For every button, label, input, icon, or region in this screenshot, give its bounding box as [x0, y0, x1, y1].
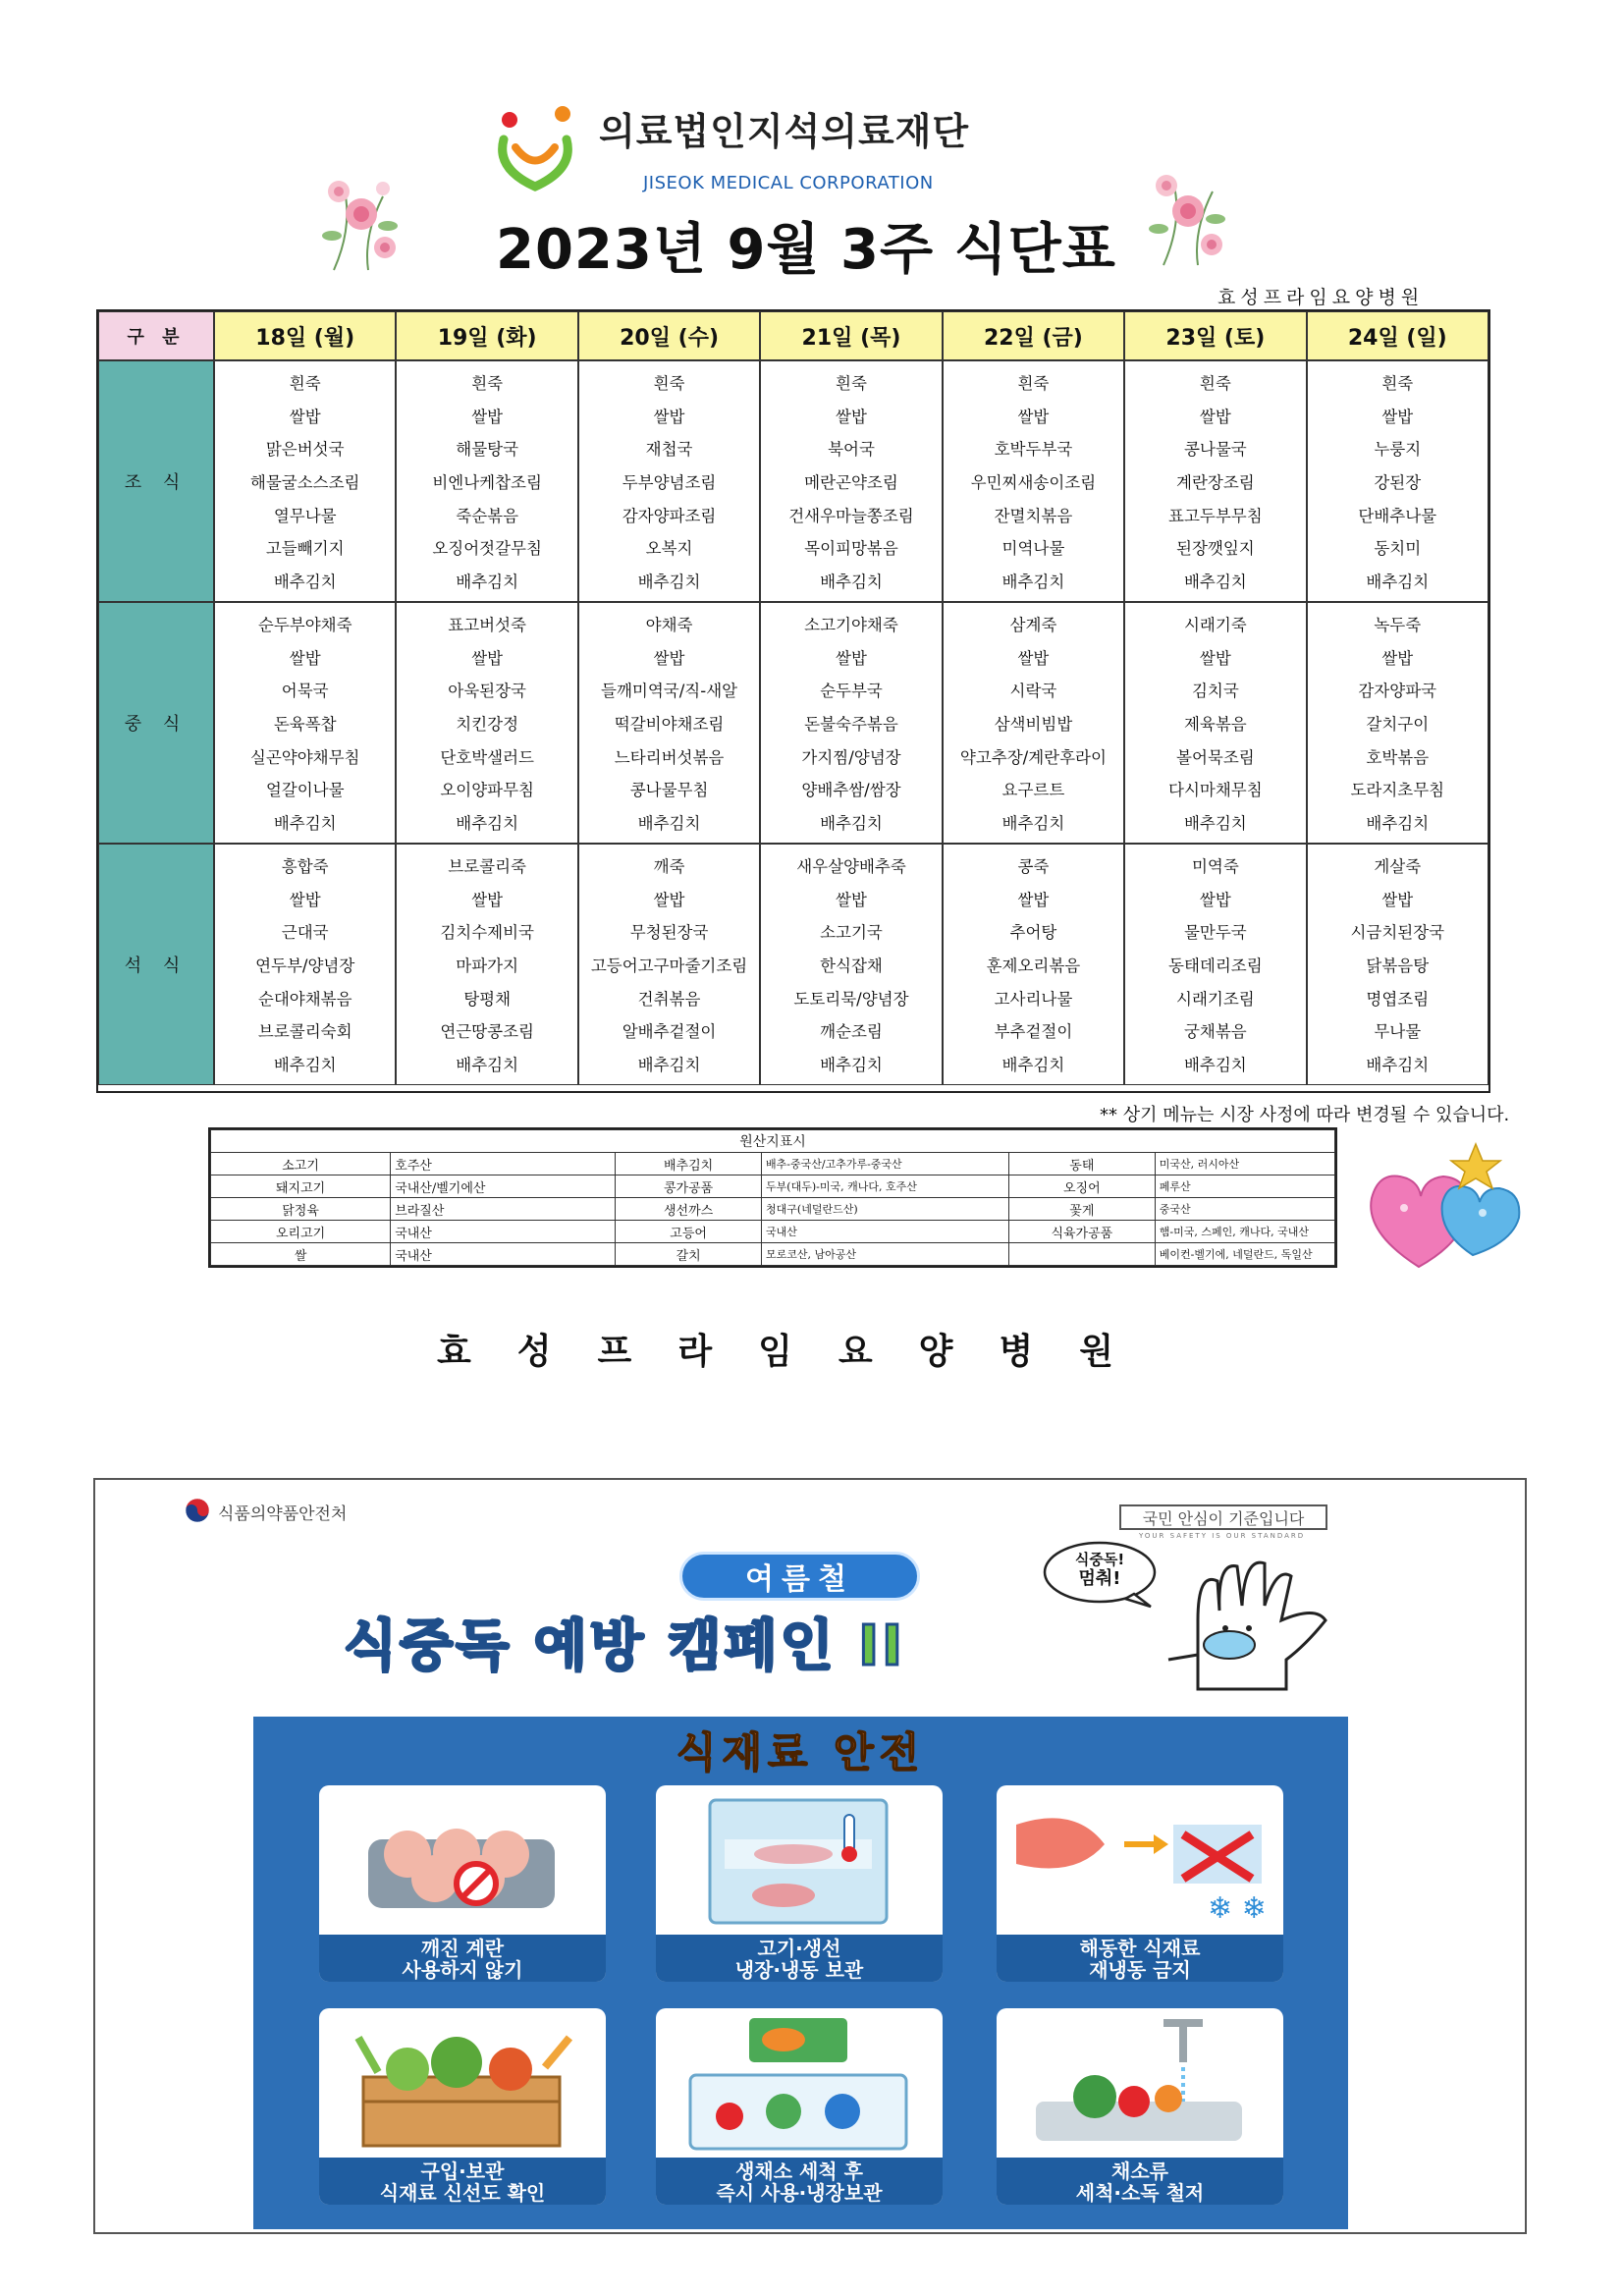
org-name-korean: 의료법인지석의료재단	[599, 110, 970, 153]
menu-cell	[214, 602, 396, 844]
origin-item: 소고기	[211, 1153, 391, 1175]
menu-cell	[1307, 602, 1488, 844]
menu-cell	[1307, 844, 1488, 1085]
origin-source: 국내산/벨기에산	[391, 1175, 616, 1198]
day-header: 21일 (목)	[760, 311, 942, 360]
menu-item: 잔멸치볶음	[994, 506, 1073, 525]
menu-item: 쌀밥	[289, 890, 321, 909]
menu-item: 마파가지	[456, 956, 519, 975]
menu-cell	[578, 844, 760, 1085]
origin-row	[211, 1243, 1335, 1266]
menu-item: 흰죽	[289, 373, 321, 393]
menu-item: 다시마채무침	[1168, 781, 1263, 800]
card-caption-line: 채소류	[1111, 2159, 1168, 2183]
card-caption-line: 냉장·냉동 보관	[734, 1958, 864, 1982]
menu-cell	[760, 360, 942, 602]
menu-item: 쌀밥	[471, 890, 504, 909]
menu-item: 쌀밥	[1017, 890, 1050, 909]
flower-decoration-icon	[314, 167, 407, 275]
panel-section-title: 식재료 안전	[676, 1728, 926, 1777]
glove-mascot-icon	[1159, 1552, 1345, 1699]
campaign-title: 식중독 예방 캠페인 II	[344, 1614, 905, 1678]
menu-item: 맑은버섯국	[265, 440, 345, 460]
menu-item: 쌀밥	[1381, 648, 1414, 668]
menu-item: 실곤약야채무침	[249, 747, 360, 767]
menu-cell	[396, 360, 577, 602]
svg-text:❄ ❄: ❄ ❄	[1208, 1891, 1267, 1926]
menu-item: 볼어묵조림	[1176, 747, 1255, 767]
menu-item: 깨죽	[653, 856, 685, 876]
menu-item: 해물탕국	[456, 440, 519, 460]
menu-item: 알배추겉절이	[622, 1022, 717, 1042]
season-badge: 여름철	[679, 1552, 920, 1601]
menu-item: 궁채볶음	[1183, 1022, 1247, 1042]
origin-source: 베이컨-벨기에, 네덜란드, 독일산	[1155, 1243, 1334, 1266]
menu-cell	[1124, 602, 1306, 844]
menu-item: 느타리버섯볶음	[614, 747, 725, 767]
menu-item: 탕평채	[463, 989, 512, 1009]
menu-item: 순두부국	[820, 682, 883, 701]
menu-item: 해물굴소스조림	[249, 472, 360, 492]
menu-item: 쌀밥	[653, 890, 685, 909]
origin-row	[211, 1153, 1335, 1175]
menu-item: 쌀밥	[289, 648, 321, 668]
menu-item: 배추김치	[1366, 573, 1430, 592]
menu-cell	[1307, 360, 1488, 602]
menu-item: 쌀밥	[1017, 648, 1050, 668]
menu-item: 목이피망볶음	[804, 539, 898, 559]
menu-item: 흰죽	[1199, 373, 1231, 393]
origin-item: 오징어	[1008, 1175, 1155, 1198]
menu-item: 건새우마늘쫑조림	[788, 506, 914, 525]
origin-item: 동태	[1008, 1153, 1155, 1175]
card-caption-line: 식재료 신선도 확인	[379, 2181, 546, 2205]
menu-item: 미역나물	[1001, 539, 1065, 559]
menu-item: 깨순조림	[820, 1022, 883, 1042]
menu-item: 고들빼기지	[265, 539, 345, 559]
meal-label: 석 식	[98, 844, 214, 1085]
menu-item: 동태데리조림	[1168, 956, 1263, 975]
menu-item: 배추김치	[820, 814, 883, 834]
origin-table	[208, 1127, 1337, 1268]
card-caption-line: 고기·생선	[757, 1937, 841, 1960]
menu-item: 떡갈비야채조림	[614, 714, 725, 734]
card-caption-line: 생채소 세척 후	[735, 2159, 863, 2183]
menu-item: 배추김치	[273, 814, 337, 834]
origin-item	[1008, 1243, 1155, 1266]
menu-item: 배추김치	[1001, 1056, 1065, 1075]
menu-item: 순대야채볶음	[257, 989, 352, 1009]
food-safety-card	[656, 1785, 943, 1982]
menu-item: 훈제오리볶음	[986, 956, 1081, 975]
origin-source: 페루산	[1155, 1175, 1334, 1198]
origin-source: 중국산	[1155, 1198, 1334, 1221]
menu-item: 무청된장국	[629, 923, 709, 943]
menu-cell	[943, 844, 1124, 1085]
menu-item: 배추김치	[456, 814, 519, 834]
menu-item: 쌀밥	[1199, 648, 1231, 668]
menu-item: 배추김치	[273, 573, 337, 592]
menu-cell	[943, 360, 1124, 602]
card-caption	[997, 1935, 1283, 1982]
menu-item: 단배추나물	[1358, 506, 1437, 525]
origin-item: 식육가공품	[1008, 1221, 1155, 1243]
food-safety-card	[319, 1785, 606, 1982]
menu-cell	[578, 602, 760, 844]
day-header: 23일 (토)	[1124, 311, 1306, 360]
menu-item: 배추김치	[1366, 1056, 1430, 1075]
menu-item: 녹두죽	[1374, 615, 1422, 634]
menu-item: 닭볶음탕	[1366, 956, 1430, 975]
card-caption-line: 세척·소독 철저	[1075, 2181, 1205, 2205]
menu-item: 한식잡채	[820, 956, 883, 975]
origin-item: 콩가공품	[616, 1175, 762, 1198]
menu-change-note: ** 상기 메뉴는 시장 사정에 따라 변경될 수 있습니다.	[1100, 1105, 1510, 1125]
menu-item: 도라지초무침	[1350, 781, 1445, 800]
menu-item: 호박두부국	[994, 440, 1073, 460]
menu-item: 쌀밥	[653, 407, 685, 426]
menu-item: 쌀밥	[653, 648, 685, 668]
menu-item: 브로콜리숙회	[257, 1022, 352, 1042]
menu-item: 돈불숙주볶음	[804, 714, 898, 734]
menu-item: 미역죽	[1191, 856, 1239, 876]
menu-item: 쌀밥	[471, 407, 504, 426]
card-caption	[997, 2158, 1283, 2205]
card-caption	[656, 2158, 943, 2205]
origin-table-title: 원산지표시	[211, 1130, 1335, 1153]
speech-bubble	[1041, 1540, 1159, 1609]
menu-item: 감자양파조림	[622, 506, 717, 525]
menu-item: 감자양파국	[1358, 682, 1437, 701]
menu-item: 치킨강정	[456, 714, 519, 734]
menu-item: 소고기국	[820, 923, 883, 943]
origin-source: 햄-미국, 스페인, 캐나다, 국내산	[1155, 1221, 1334, 1243]
menu-item: 메란곤약조림	[804, 472, 898, 492]
menu-item: 배추김치	[273, 1056, 337, 1075]
origin-item: 꽃게	[1008, 1198, 1155, 1221]
menu-item: 시락국	[1009, 682, 1057, 701]
menu-item: 흰죽	[836, 373, 867, 393]
menu-item: 무나물	[1374, 1022, 1422, 1042]
menu-title: 2023년 9월 3주 식단표	[496, 218, 1116, 282]
menu-item: 김치국	[1191, 682, 1239, 701]
menu-item: 건취볶음	[637, 989, 701, 1009]
menu-item: 야채죽	[645, 615, 693, 634]
menu-item: 누룽지	[1374, 440, 1422, 460]
hearts-decoration-icon	[1360, 1139, 1532, 1277]
menu-item: 브로콜리죽	[448, 856, 526, 876]
menu-item: 흥합죽	[281, 856, 329, 876]
menu-item: 배추김치	[1001, 573, 1065, 592]
menu-item: 요구르트	[1001, 781, 1065, 800]
menu-item: 삼계죽	[1009, 615, 1057, 634]
hospital-name-footer: 효성프라임요양병원	[437, 1332, 1160, 1372]
menu-item: 오복지	[645, 539, 693, 559]
menu-item: 새우살양배추죽	[796, 856, 906, 876]
origin-source: 브라질산	[391, 1198, 616, 1221]
menu-item: 오징어젓갈무침	[432, 539, 542, 559]
menu-item: 시래기죽	[1183, 615, 1247, 634]
meal-label: 조 식	[98, 360, 214, 602]
menu-item: 죽순볶음	[456, 506, 519, 525]
menu-item: 들깨미역국/직-새알	[601, 682, 738, 701]
day-header: 24일 (일)	[1307, 311, 1488, 360]
card-caption-line: 사용하지 않기	[402, 1958, 523, 1982]
menu-item: 계란장조림	[1176, 472, 1255, 492]
origin-source: 미국산, 러시아산	[1155, 1153, 1334, 1175]
menu-item: 흰죽	[653, 373, 685, 393]
menu-item: 오이양파무침	[440, 781, 534, 800]
origin-item: 쌀	[211, 1243, 391, 1266]
menu-item: 표고버섯죽	[448, 615, 526, 634]
menu-cell	[214, 844, 396, 1085]
hospital-name-small: 효성프라임요양병원	[1217, 287, 1425, 308]
menu-item: 얼갈이나물	[265, 781, 345, 800]
food-safety-card	[656, 2008, 943, 2205]
origin-source: 국내산	[391, 1221, 616, 1243]
menu-item: 배추김치	[637, 814, 701, 834]
agency-slogan-english: YOUR SAFETY IS OUR STANDARD	[1139, 1532, 1306, 1540]
flower-decoration-icon	[1139, 162, 1232, 270]
menu-item: 고사리나물	[994, 989, 1073, 1009]
menu-item: 근대국	[281, 923, 329, 943]
table-corner-label: 구 분	[98, 311, 214, 360]
menu-item: 시래기조림	[1176, 989, 1255, 1009]
meal-label: 중 식	[98, 602, 214, 844]
menu-item: 쌀밥	[836, 890, 867, 909]
origin-source: 배추-중국산/고추가루-중국산	[762, 1153, 1009, 1175]
menu-item: 어묵국	[281, 682, 329, 701]
menu-item: 쌀밥	[836, 648, 867, 668]
menu-item: 콩죽	[1017, 856, 1050, 876]
menu-item: 게살죽	[1374, 856, 1422, 876]
menu-item: 연근땅콩조림	[440, 1022, 534, 1042]
menu-item: 약고추장/계란후라이	[959, 747, 1107, 767]
day-header: 20일 (수)	[578, 311, 760, 360]
menu-cell	[396, 844, 577, 1085]
menu-item: 가지찜/양념장	[801, 747, 901, 767]
menu-cell	[943, 602, 1124, 844]
menu-item: 두부양념조림	[622, 472, 717, 492]
menu-item: 부추겉절이	[994, 1022, 1073, 1042]
menu-item: 강된장	[1374, 472, 1422, 492]
origin-source: 모로코산, 남아공산	[762, 1243, 1009, 1266]
card-caption-line: 즉시 사용·냉장보관	[716, 2181, 883, 2205]
card-caption	[319, 1935, 606, 1982]
menu-item: 소고기야채죽	[804, 615, 898, 634]
food-safety-card	[997, 1785, 1283, 1982]
menu-item: 흰죽	[1017, 373, 1050, 393]
card-caption-line: 구입·보관	[420, 2159, 505, 2183]
day-header: 18일 (월)	[214, 311, 396, 360]
weekly-menu-table	[96, 309, 1490, 1093]
bubble-line-2: 멈춰!	[1078, 1568, 1121, 1589]
origin-source: 국내산	[762, 1221, 1009, 1243]
menu-item: 표고두부무침	[1168, 506, 1263, 525]
menu-item: 배추김치	[820, 1056, 883, 1075]
menu-item: 배추김치	[637, 573, 701, 592]
origin-source: 청대구(네덜란드산)	[762, 1198, 1009, 1221]
menu-item: 물만두국	[1183, 923, 1247, 943]
menu-item: 시금치된장국	[1350, 923, 1445, 943]
card-caption	[656, 1935, 943, 1982]
menu-item: 콩나물국	[1183, 440, 1247, 460]
menu-item: 배추김치	[820, 573, 883, 592]
menu-item: 김치수제비국	[440, 923, 534, 943]
origin-source: 두부(대두)-미국, 캐나다, 호주산	[762, 1175, 1009, 1198]
agency-slogan: 국민 안심이 기준입니다	[1119, 1504, 1327, 1530]
menu-item: 단호박샐러드	[440, 747, 534, 767]
menu-item: 배추김치	[1183, 814, 1247, 834]
menu-item: 콩나물무침	[629, 781, 709, 800]
bubble-line-1: 식중독!	[1074, 1551, 1125, 1568]
menu-item: 도토리묵/양념장	[793, 989, 909, 1009]
menu-item: 동치미	[1374, 539, 1422, 559]
menu-item: 된장깻잎지	[1176, 539, 1255, 559]
day-header: 19일 (화)	[396, 311, 577, 360]
origin-item: 갈치	[616, 1243, 762, 1266]
menu-item: 배추김치	[1183, 573, 1247, 592]
menu-item: 아욱된장국	[448, 682, 526, 701]
origin-item: 생선까스	[616, 1198, 762, 1221]
origin-item: 닭정육	[211, 1198, 391, 1221]
menu-item: 쌀밥	[1199, 890, 1231, 909]
origin-source: 호주산	[391, 1153, 616, 1175]
menu-item: 배추김치	[637, 1056, 701, 1075]
menu-cell	[396, 602, 577, 844]
menu-item: 돈육폭찹	[273, 714, 337, 734]
menu-item: 비엔나케찹조림	[432, 472, 542, 492]
menu-item: 호박볶음	[1366, 747, 1430, 767]
menu-item: 배추김치	[1366, 814, 1430, 834]
card-caption-line: 해동한 식재료	[1079, 1937, 1201, 1960]
origin-item: 고등어	[616, 1221, 762, 1243]
origin-item: 돼지고기	[211, 1175, 391, 1198]
origin-row	[211, 1198, 1335, 1221]
menu-cell	[578, 360, 760, 602]
menu-item: 추어탕	[1009, 923, 1057, 943]
menu-item: 고등어고구마줄기조림	[590, 956, 748, 975]
food-safety-card	[997, 2008, 1283, 2205]
menu-cell	[1124, 844, 1306, 1085]
menu-item: 배추김치	[1001, 814, 1065, 834]
menu-item: 쌀밥	[1381, 890, 1414, 909]
menu-item: 양배추쌈/쌈장	[801, 781, 901, 800]
origin-item: 배추김치	[616, 1153, 762, 1175]
menu-item: 배추김치	[456, 573, 519, 592]
menu-item: 갈치구이	[1366, 714, 1430, 734]
menu-item: 쌀밥	[1381, 407, 1414, 426]
menu-item: 쌀밥	[1199, 407, 1231, 426]
menu-item: 재첩국	[645, 440, 693, 460]
menu-item: 연두부/양념장	[255, 956, 355, 975]
menu-item: 명엽조림	[1366, 989, 1430, 1009]
menu-item: 배추김치	[1183, 1056, 1247, 1075]
menu-cell	[1124, 360, 1306, 602]
origin-row	[211, 1175, 1335, 1198]
menu-item: 쌀밥	[1017, 407, 1050, 426]
government-emblem-icon	[185, 1498, 210, 1523]
origin-item: 오리고기	[211, 1221, 391, 1243]
card-caption	[319, 2158, 606, 2205]
menu-item: 쌀밥	[471, 648, 504, 668]
jiseok-logo	[486, 100, 584, 193]
menu-item: 북어국	[828, 440, 875, 460]
menu-item: 흰죽	[1381, 373, 1414, 393]
menu-item: 순두부야채죽	[257, 615, 352, 634]
menu-item: 우민찌새송이조림	[970, 472, 1097, 492]
menu-item: 쌀밥	[836, 407, 867, 426]
origin-source: 국내산	[391, 1243, 616, 1266]
card-caption-line: 깨진 계란	[420, 1937, 505, 1960]
origin-row	[211, 1221, 1335, 1243]
food-safety-card	[319, 2008, 606, 2205]
menu-item: 흰죽	[471, 373, 504, 393]
card-caption-line: 재냉동 금지	[1089, 1958, 1191, 1982]
menu-cell	[760, 844, 942, 1085]
menu-item: 쌀밥	[289, 407, 321, 426]
menu-item: 열무나물	[273, 506, 337, 525]
menu-cell	[760, 602, 942, 844]
day-header: 22일 (금)	[943, 311, 1124, 360]
menu-item: 제육볶음	[1183, 714, 1247, 734]
org-name-english: JISEOK MEDICAL CORPORATION	[643, 173, 934, 193]
agency-name: 식품의약품안전처	[218, 1504, 348, 1524]
menu-item: 삼색비빔밥	[994, 714, 1073, 734]
menu-item: 배추김치	[456, 1056, 519, 1075]
menu-cell	[214, 360, 396, 602]
